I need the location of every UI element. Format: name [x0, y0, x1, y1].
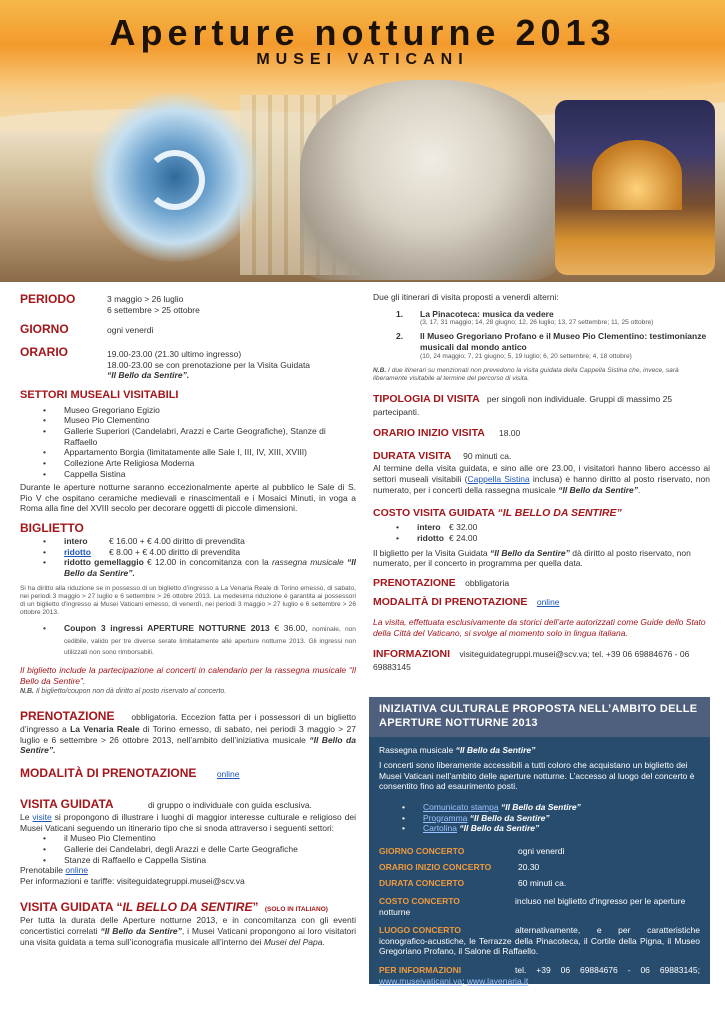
periodo-value [107, 294, 200, 315]
per-informazioni-value: tel. +39 06 69884676 - 06 69883145; [515, 965, 700, 975]
orario-inizio-row [373, 427, 710, 440]
periodo-row [20, 292, 356, 322]
night-dome-image [592, 140, 682, 210]
itinerario-1-num: 1. [396, 308, 404, 319]
orario-line3: “Il Bello da Sentire”. [107, 370, 190, 381]
giorno-value: ogni venerdì [107, 325, 154, 335]
costo-ridotto-value: € 24.00 [449, 533, 478, 544]
itinerari-intro: Due gli itinerari di visita proposti a venerdì alterni: [373, 292, 559, 302]
bello-bold: “Il Bello da Sentire” [100, 926, 182, 937]
header-banner [0, 0, 725, 282]
prenotabile-row [20, 865, 356, 876]
giorno-concerto-label: GIORNO CONCERTO [379, 845, 465, 856]
bello-title-pre: VISITA GUIDATA “ [20, 900, 123, 915]
nb-text: I due itinerari su menzionati non prevedono la visita guidata della Cappella Sistina che, invece, sarà liberamente visitabile al termine del percorso di visita. [373, 366, 679, 383]
rassegna-label: Rassegna musicale [379, 744, 454, 755]
periodo-label: PERIODO [20, 292, 76, 306]
orario-inizio-label: ORARIO INIZIO VISITA [373, 427, 485, 440]
modalita-online-link-right[interactable]: online [536, 597, 560, 608]
orario-value [107, 349, 310, 381]
ridotto-link[interactable]: ridotto [64, 546, 91, 557]
coupon-label: Coupon 3 ingressi APERTURE NOTTURNE 2013 [64, 623, 270, 634]
periodo-line2: 6 settembre > 25 ottobre [107, 304, 200, 315]
costo-list [373, 522, 710, 543]
luogo-concerto-value: alternativamente, e per caratteristiche iconografico-acustiche, le Terrazze della Pinacoteca, il Cortile della Pigna, il Museo Gregoriano Profano, il Salone di Raffaello. [379, 925, 700, 957]
costo-title-it: “IL BELLO DA SENTIRE” [497, 507, 622, 520]
biglietto-list [20, 536, 356, 579]
list-item [379, 823, 700, 834]
concerti-intro: I concerti sono liberamente accessibili a tutti coloro che acquistano un biglietto dei Musei Vaticani nell’ambito delle aperture notturne. L’accesso al luogo del concerto è consentito fino ad esaurimento posti. [379, 760, 695, 792]
iniziativa-box-title: INIZIATIVA CULTURALE PROPOSTA NELL’AMBITO DELLE APERTURE NOTTURNE 2013 [369, 697, 710, 737]
modalita-row [20, 766, 356, 781]
comunicato-text: “Il Bello da Sentire” [500, 802, 581, 812]
scroll-spiral-inner [145, 150, 205, 210]
orario-concerto-value: 20.30 [518, 861, 540, 872]
rassegna-bello: “Il Bello da Sentire” [455, 744, 536, 755]
list-item: • il Museo Pio Clementino [20, 833, 356, 844]
per-informazioni-row [379, 965, 700, 986]
giorno-concerto-value: ogni venerdì [518, 845, 565, 856]
gemellaggio-value: € 12.00 in concomitanza con la [147, 557, 269, 568]
ridotto-value: € 8.00 + € 4.00 diritto di prevendita [109, 546, 241, 557]
concerti-note: Il biglietto include la partecipazione ai concerti in calendario per la rassegna musicale “Il Bello da Sentire”. [20, 665, 356, 686]
list-item: • Museo Pio Clementino [20, 415, 356, 426]
durata-concerto-value: 60 minuti ca. [518, 877, 567, 888]
list-item: • Appartamento Borgia (limitatamente alle Sale I, III, IV, XIII, XVIII) [20, 447, 356, 458]
intero-value: € 16.00 + € 4.00 diritto di prevendita [109, 536, 245, 546]
luogo-concerto-row [379, 925, 700, 957]
prenotazione-block [20, 709, 356, 756]
modalita-online-link[interactable]: online [216, 769, 240, 780]
itinerario-2-num: 2. [396, 331, 404, 342]
iniziativa-box-body [369, 737, 710, 993]
nb-text: Il biglietto/coupon non dà diritto al posto riservato al concerto. [35, 688, 227, 696]
concerti-links [379, 802, 700, 834]
per-informazioni-label: PER INFORMAZIONI [379, 965, 462, 975]
list-item [20, 547, 356, 558]
cartolina-text: “Il Bello da Sentire” [459, 823, 540, 834]
durata-label: DURATA VISITA [373, 450, 452, 463]
list-item: • Cappella Sistina [20, 469, 356, 480]
tipologia-value: per singoli non individuale. Gruppi di massimo 25 partecipanti. [373, 394, 673, 417]
visita-body: si propongono di illustrare i luoghi di maggior interesse culturale e religioso dei Musei Vaticani seguendo un itinerario tipo che si snoda attraverso i seguenti settori: [20, 812, 356, 833]
prenotazione-value: obbligatoria [465, 577, 510, 588]
visita-text [20, 812, 356, 833]
programma-link[interactable]: Programma [423, 812, 468, 823]
bello-musei: Musei del Papa [263, 936, 323, 947]
lavenaria-link[interactable]: www.lavenaria.it [466, 975, 529, 986]
iniziativa-box [369, 697, 710, 984]
visita-tag: di gruppo o individuale con guida esclusiva. [147, 800, 312, 811]
itinerario-1 [373, 309, 710, 328]
list-item: • Museo Gregoriano Egizio [20, 405, 356, 416]
rassegna-row [379, 745, 700, 756]
list-item [20, 623, 356, 657]
programma-text: “Il Bello da Sentire” [469, 812, 550, 823]
nb-label: N.B. [373, 366, 387, 374]
settori-list [20, 405, 356, 479]
itinerario-1-dates: (3, 17, 31 maggio; 14, 28 giugno; 12, 26 luglio; 13, 27 settembre; 11, 25 ottobre) [420, 319, 654, 327]
list-item [379, 813, 700, 824]
costo-text-pre: Il biglietto per la Visita Guidata [373, 547, 491, 558]
luogo-concerto-label: LUOGO CONCERTO [379, 925, 462, 936]
prenotabile-label: Prenotabile [20, 865, 64, 876]
museivaticani-link[interactable]: www.museivaticani.va [379, 975, 463, 986]
costo-text-post: dà diritto al posto riservato, non numerato, per il concerto in programma per quella data. [373, 547, 691, 569]
orario-label: ORARIO [20, 345, 68, 359]
costo-title-pre: COSTO VISITA GUIDATA [373, 507, 498, 520]
durata-bello: “Il Bello da Sentire” [558, 484, 639, 495]
riduzione-note: Si ha diritto alla riduzione se in possesso di un biglietto d’ingresso a La Venaria Reale di Torino emesso, di sabato, nei periodi 3 maggio > 27 luglio e 6 settembre > 26 ottobre 2013. La medesima riduzione è garantita ai possessori di un biglietto d'ingresso ai Musei Vaticani emesso, di venerdì, nei periodi 3 maggio > 27 luglio e 6 settembre > 26 ottobre 2013. [20, 584, 356, 617]
coupon-value: € 36.00, [274, 623, 308, 634]
durata-value: 90 minuti ca. [463, 451, 512, 462]
bello-text [20, 915, 356, 947]
costo-text-bello: “Il Bello da Sentire” [490, 547, 570, 558]
coupon-note: nominale, non cedibile, valido per tre diverse serate limitatamente alle aperture notturne 2013. Gli ingressi non utilizzati non sono rimborsabili. [64, 626, 356, 656]
intero-label: intero [64, 536, 88, 546]
durata-text [373, 463, 710, 495]
list-item [373, 522, 710, 533]
list-item: • Gallerie dei Candelabri, degli Arazzi e delle Carte Geografiche [20, 844, 356, 855]
gemellaggio-bello: “Il Bello da Sentire”. [64, 557, 356, 578]
guide-note: La visita, effettuata esclusivamente da storici dell’arte autorizzati come Guide dello Stato della Città del Vaticano, si svolge al momento solo in lingua italiana. [373, 617, 706, 638]
giorno-row [20, 322, 356, 345]
list-item: • Collezione Arte Religiosa Moderna [20, 458, 356, 469]
costo-intero-label: intero [417, 522, 441, 533]
itinerario-2-dates: (10, 24 maggio; 7, 21 giugno; 5, 19 luglio; 6, 20 settembre; 4, 18 ottobre) [420, 352, 632, 360]
itinerario-1-title: La Pinacoteca: musica da vedere [420, 308, 554, 319]
settori-paragraph: Durante le aperture notturne saranno eccezionalmente aperte al pubblico le Sale di S. Pio V che ospitano ceramiche medievali e rinascimentali e i Mosaici Minuti, in voga a Roma alla fine del XVIII secolo per decorare oggetti di piccole dimensioni. [20, 482, 356, 514]
tipologia-row [373, 393, 710, 417]
informazioni-value: visiteguidategruppi.musei@scv.va; tel. +39 06 69884676 - 06 69883145 [373, 649, 690, 672]
nb-label: N.B. [20, 688, 34, 696]
bello-text1: Per tutta la durata delle Aperture notturne 2013, e in concomitanza con gli eventi concertistici correlati [20, 915, 356, 937]
periodo-line1: 3 maggio > 26 luglio [107, 294, 184, 304]
bello-dot: . [322, 936, 325, 947]
cappella-sistina-link[interactable]: Cappella Sistina [467, 474, 530, 485]
cartolina-link[interactable]: Cartolina [423, 823, 458, 834]
costo-intero-value: € 32.00 [449, 522, 478, 533]
modalita-row-right [373, 596, 710, 609]
orario-concerto-row [379, 862, 700, 878]
durata-row [373, 450, 710, 463]
prenotabile-online-link[interactable]: online [65, 865, 89, 876]
right-column [373, 292, 710, 672]
comunicato-stampa-link[interactable]: Comunicato stampa [423, 802, 499, 812]
visita-info: Per informazioni e tariffe: visiteguidategruppi.musei@scv.va [20, 875, 245, 886]
prenotazione-label: PRENOTAZIONE [373, 576, 456, 589]
costo-concerto-value: incluso nel biglietto d'ingresso per le aperture notturne [379, 895, 686, 917]
costo-ridotto-label: ridotto [417, 533, 444, 544]
modalita-title: MODALITÀ DI PRENOTAZIONE [20, 766, 197, 781]
list-item: • Stanze di Raffaello e Cappella Sistina [20, 855, 356, 866]
list-item [379, 802, 700, 813]
prenotazione-bello: “Il Bello da Sentire”. [20, 734, 356, 756]
orario-line2: 18.00-23.00 se con prenotazione per la Visita Guidata [107, 359, 311, 370]
left-column [20, 292, 356, 947]
durata-concerto-row [379, 878, 700, 894]
itinerario-2-title: Il Museo Gregoriano Profano e il Museo Pio Clementino: testimonianze musicali dal mondo antico [420, 331, 707, 353]
tipologia-label: TIPOLOGIA DI VISITA [373, 393, 480, 406]
info-sep: ; [462, 975, 467, 986]
prenotazione-text-post: di Torino emesso, di sabato, nei periodi 3 maggio > 27 luglio e 6 settembre > 26 ottobre 2013, nell’ambito dell’iniziativa musicale [20, 724, 356, 745]
venaria-name: La Venaria Reale [70, 724, 140, 735]
flute-player-statue-image [300, 80, 560, 280]
giorno-concerto-row [379, 846, 700, 862]
costo-text [373, 548, 710, 569]
visita-row [20, 797, 356, 812]
costo-title-row [373, 507, 710, 520]
visita-title: VISITA GUIDATA [20, 797, 114, 812]
visita-le: Le [20, 812, 30, 823]
costo-concerto-row [379, 896, 700, 917]
concerto-details [379, 846, 700, 986]
settori-title: SETTORI MUSEALI VISITABILI [20, 389, 179, 401]
itinerari-nb [373, 367, 710, 383]
orario-row [20, 345, 356, 385]
biglietto-nb [20, 688, 356, 697]
bello-lang-tag: (SOLO IN ITALIANO) [264, 906, 328, 914]
modalita-label: MODALITÀ DI PRENOTAZIONE [373, 596, 528, 609]
bello-title-row [20, 900, 356, 915]
durata-text-pre: Al termine della visita guidata, e sino alle ore 23.00, i visitatori hanno libero accesso ai settori museali visitabili ( [373, 463, 710, 485]
prenotazione-row [373, 577, 710, 590]
itinerario-2 [373, 331, 710, 360]
prenotazione-title: PRENOTAZIONE [20, 709, 115, 724]
coupon-list [20, 623, 356, 657]
informazioni-row [373, 648, 710, 672]
prenotazione-text-pre: obbligatoria. Eccezion fatta per i possessori di un biglietto d’ingresso a [20, 712, 356, 735]
orario-line1: 19.00-23.00 (21.30 ultimo ingresso) [107, 349, 242, 359]
bello-title-it: IL BELLO DA SENTIRE [122, 900, 253, 915]
orario-inizio-value: 18.00 [498, 428, 521, 439]
page-subtitle: MUSEI VATICANI [256, 51, 469, 68]
gemellaggio-rassegna: rassegna musicale [271, 557, 344, 568]
bello-title-post: ” [252, 900, 259, 915]
list-item [20, 557, 356, 578]
durata-concerto-label: DURATA CONCERTO [379, 877, 465, 888]
informazioni-label: INFORMAZIONI [373, 648, 450, 661]
visite-link[interactable]: visite [32, 812, 52, 823]
list-item [373, 533, 710, 544]
durata-text-post: inclusa) e hanno diritto al posto riservato, non numerato, per i concerti della rassegna musicale [373, 474, 710, 495]
list-item [20, 536, 356, 547]
giorno-label: GIORNO [20, 322, 69, 336]
visita-list [20, 833, 356, 865]
orario-concerto-label: ORARIO INIZIO CONCERTO [379, 861, 492, 872]
page-title: Aperture notturne 2013 [109, 12, 616, 53]
bello-text2: , i Musei Vaticani propongono ai loro visitatori una visita guidata a tema sull’iconografia musicale all’interno dei [20, 926, 357, 947]
costo-concerto-label: COSTO CONCERTO [379, 895, 460, 906]
durata-dot: . [638, 484, 641, 495]
list-item: • Gallerie Superiori (Candelabri, Arazzi e Carte Geografiche), Stanze di Raffaello [20, 426, 356, 447]
gemellaggio-label: ridotto gemellaggio [64, 557, 144, 568]
biglietto-title: BIGLIETTO [20, 521, 84, 535]
